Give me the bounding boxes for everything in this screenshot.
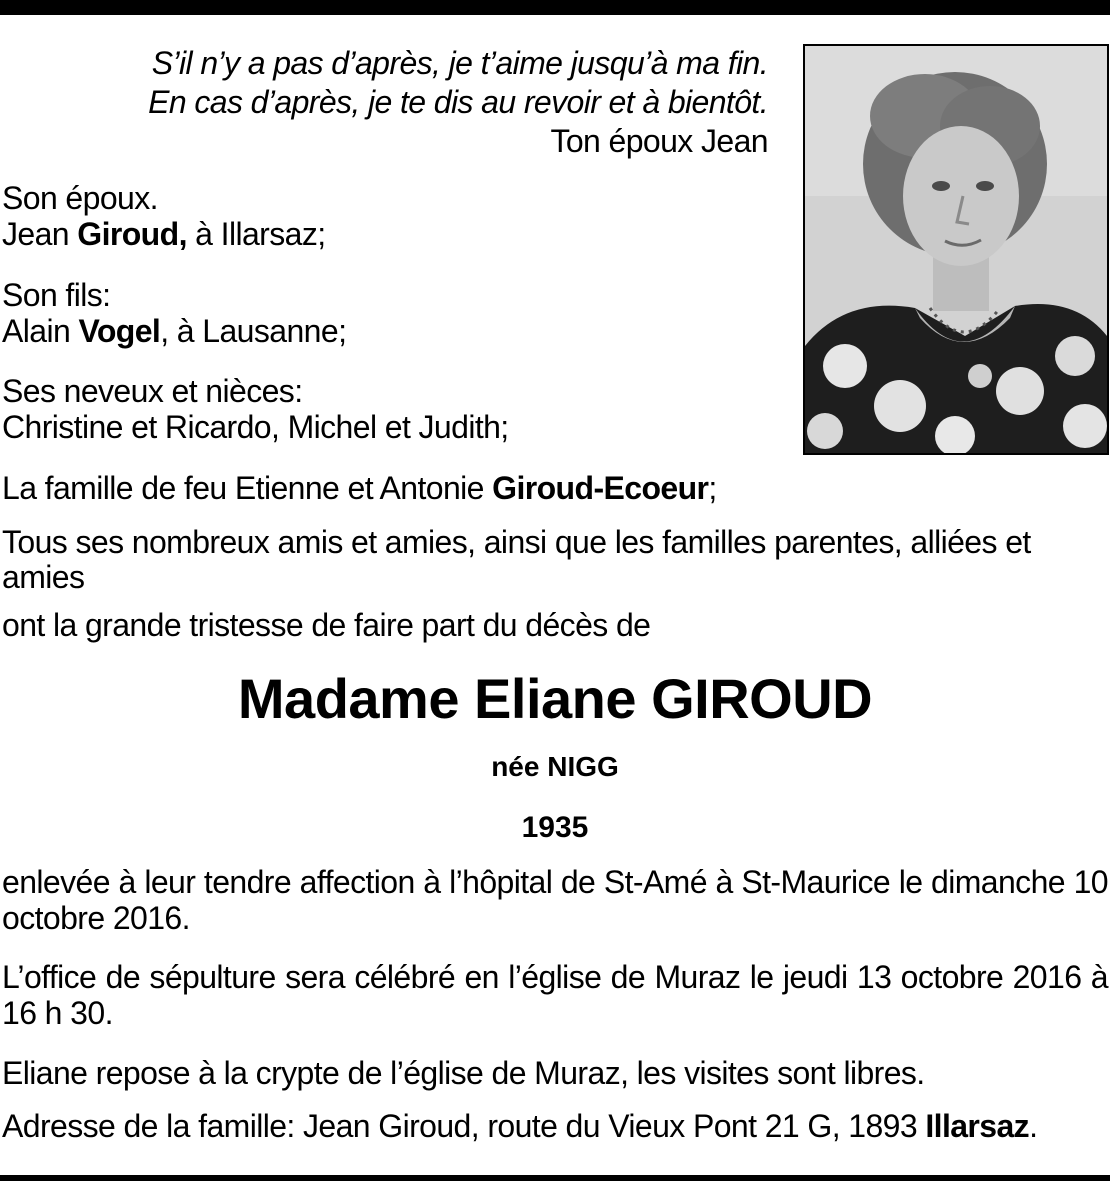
nephews-names: Christine et Ricardo, Michel et Judith; <box>2 409 509 445</box>
late-family-name: Giroud-Ecoeur <box>492 470 709 506</box>
maiden-name: née NIGG <box>491 751 619 782</box>
late-family-line <box>2 470 717 506</box>
son-line <box>2 313 346 349</box>
spouse-last-name: Giroud, <box>77 216 187 252</box>
funeral-notice: L’office de sépulture sera célébré en l’église de Muraz le jeudi 13 octobre 2016 à 16 h 30. <box>2 959 1108 1031</box>
nephews-heading: Ses neveux et nièces: <box>2 373 303 409</box>
late-family-suffix: ; <box>708 470 717 506</box>
epigraph <box>0 44 768 161</box>
top-rule <box>0 0 1110 15</box>
friends-paragraph: Tous ses nombreux amis et amies, ainsi que les familles parentes, alliées et amies <box>2 524 1031 595</box>
portrait-icon <box>805 46 1107 453</box>
nephews-section <box>2 373 509 445</box>
address-prefix: Adresse de la famille: Jean Giroud, route du Vieux Pont 21 G, 1893 <box>2 1108 926 1144</box>
late-family-prefix: La famille de feu Etienne et Antonie <box>2 470 493 506</box>
death-notice: enlevée à leur tendre affection à l’hôpital de St-Amé à St-Maurice le dimanche 10 octobre 2016. <box>2 864 1108 936</box>
spouse-section <box>2 180 326 252</box>
bottom-rule <box>0 1175 1110 1181</box>
announcement-line: ont la grande tristesse de faire part du décès de <box>2 607 651 643</box>
son-section <box>2 277 346 349</box>
epigraph-signature: Ton époux Jean <box>550 123 768 159</box>
son-heading: Son fils: <box>2 277 111 313</box>
address-suffix: . <box>1029 1108 1038 1144</box>
epigraph-line-1: S’il n’y a pas d’après, je t’aime jusqu’à ma fin. <box>151 45 768 81</box>
spouse-line <box>2 216 326 252</box>
epigraph-line-2: En cas d’après, je te dis au revoir et à bientôt. <box>148 84 768 120</box>
birth-year: 1935 <box>521 811 589 844</box>
family-address <box>2 1108 1037 1144</box>
spouse-first-name: Jean <box>2 216 78 252</box>
son-last-name: Vogel <box>78 313 161 349</box>
spouse-heading: Son époux. <box>2 180 158 216</box>
portrait-photo <box>803 44 1109 455</box>
visits-notice: Eliane repose à la crypte de l’église de Muraz, les visites sont libres. <box>2 1055 925 1091</box>
deceased-name: Madame Eliane GIROUD <box>237 667 873 730</box>
son-place: , à Lausanne; <box>160 313 347 349</box>
address-city: Illarsaz <box>925 1108 1030 1144</box>
son-first-name: Alain <box>2 313 79 349</box>
spouse-place: à Illarsaz; <box>186 216 326 252</box>
